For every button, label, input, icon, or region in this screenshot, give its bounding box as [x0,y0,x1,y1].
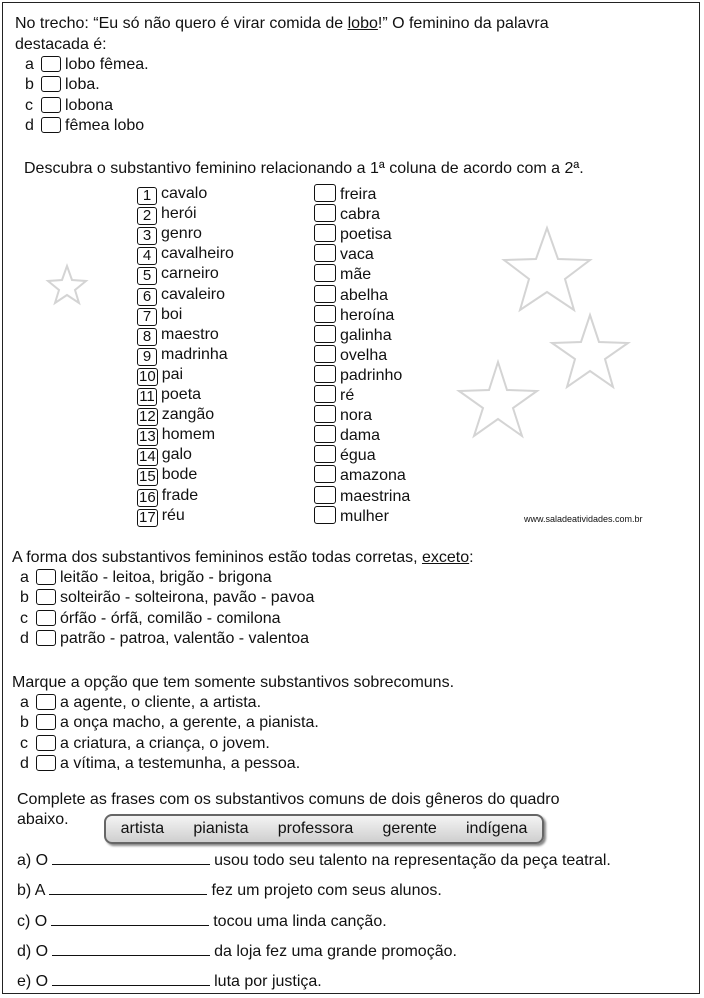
option-text: patrão - patroa, valentão - valentoa [60,629,310,647]
left-word: carneiro [161,265,219,283]
answer-checkbox[interactable] [36,714,56,730]
right-column-item [314,244,374,265]
left-word: galo [161,446,192,464]
option-letter: c [25,96,33,114]
number-box: 14 [139,448,156,466]
right-word: égua [340,447,376,465]
right-column-item [314,425,380,446]
left-column-item [137,325,219,346]
q3-title: A forma dos substantivos femininos estão todas corretas, exceto: [12,549,474,566]
right-word: freira [340,186,377,203]
sentence-item [17,971,322,992]
right-word: cabra [340,206,381,224]
word-box-item: professora [277,820,354,837]
answer-blank[interactable] [52,971,210,986]
answer-checkbox[interactable] [36,755,56,771]
right-column-item [314,506,389,527]
word-box-item: gerente [382,820,437,837]
left-word: frade [161,486,199,504]
left-word: cavalheiro [161,245,234,263]
left-column-item [137,305,182,326]
right-column-item [314,204,380,225]
star-icon [504,228,590,310]
left-word: bode [161,466,198,484]
sentence-label: c) O [17,913,48,930]
number-box: 16 [139,488,156,506]
left-word: madrinha [161,345,228,363]
site-watermark: www.saladeatividades.com.br [524,514,643,524]
number-box: 5 [137,267,157,285]
option-item [25,116,144,136]
number-box: 7 [137,308,157,326]
right-word: dama [340,427,381,445]
answer-checkbox[interactable] [36,589,56,605]
star-icon [48,266,86,303]
right-column-item [314,445,376,466]
answer-checkbox[interactable] [41,56,61,72]
number-box: 10 [139,367,156,385]
word-box [104,814,544,844]
option-text: a vítima, a testemunha, a pessoa. [60,754,301,772]
right-word: heroína [340,306,395,324]
right-word: galinha [340,326,392,344]
q3-highlight-word: exceto [421,549,470,566]
star-icon [459,362,537,436]
option-text: a agente, o cliente, a artista. [60,694,262,711]
number-box: 4 [137,247,157,265]
number-box: 17 [139,508,156,526]
sentence-label: e) O [17,973,49,990]
sentence-item [17,941,457,962]
answer-number-box[interactable] [314,305,336,323]
answer-number-box[interactable] [314,445,336,463]
sentence-text: fez um projeto com seus alunos. [211,882,442,899]
answer-blank[interactable] [52,941,210,956]
option-item [20,568,272,588]
option-text: leitão - leitoa, brigão - brigona [60,569,272,586]
answer-checkbox[interactable] [36,630,56,646]
sentence-label: b) A [17,882,46,899]
right-column-item [314,184,376,205]
right-column-item [314,305,394,326]
left-word: homem [161,426,216,444]
sentence-item [17,911,387,932]
answer-number-box[interactable] [314,506,336,524]
answer-blank[interactable] [51,911,209,926]
sentence-label: a) O [17,852,49,869]
option-letter: d [20,629,29,647]
left-column-item [137,184,207,205]
option-item [20,609,281,629]
answer-number-box[interactable] [314,465,336,483]
left-word: genro [161,225,202,243]
left-column-item [137,285,225,306]
option-letter: c [20,734,28,752]
right-word: mãe [340,266,372,284]
answer-checkbox[interactable] [36,610,56,626]
option-letter: b [20,589,29,607]
option-text: lobo fêmea. [65,56,149,73]
answer-number-box[interactable] [314,385,336,403]
option-item [25,75,100,95]
sentence-text: da loja fez uma grande promoção. [214,943,457,960]
answer-checkbox[interactable] [41,76,61,92]
answer-number-box[interactable] [314,285,336,303]
answer-checkbox[interactable] [36,694,56,710]
right-column-item [314,465,406,486]
right-word: poetisa [340,226,392,244]
option-item [20,713,319,733]
answer-number-box[interactable] [314,345,336,363]
right-column-item [314,285,388,306]
right-word: maestrina [340,487,411,505]
option-letter: a [20,569,29,586]
option-text: órfão - órfã, comilão - comilona [60,609,281,627]
option-text: loba. [65,76,100,94]
option-text: a onça macho, a gerente, a pianista. [60,714,319,732]
q1-title: No trecho: “Eu só não quero é virar comida de lobo!” O feminino da palavra [15,15,549,32]
q2-title: Descubra o substantivo feminino relacionando a 1ª coluna de acordo com a 2ª. [24,160,584,177]
sentence-item [17,880,442,901]
option-text: a criatura, a criança, o jovem. [60,734,270,752]
sentence-text: tocou uma linda canção. [213,913,387,930]
option-item [20,734,270,754]
answer-blank[interactable] [49,880,207,895]
answer-number-box[interactable] [314,365,336,383]
option-text: fêmea lobo [65,116,145,134]
number-box: 11 [137,388,157,406]
q5-title-line2: abaixo. [17,811,69,828]
option-letter: a [20,694,29,711]
right-word: amazona [340,467,406,485]
option-letter: d [25,116,34,134]
option-letter: d [20,754,29,772]
sentence-label: d) O [17,943,49,960]
left-column-item [137,385,201,406]
q1-highlight-word: lobo [347,15,378,32]
q5-title: Complete as frases com os substantivos comuns de dois gêneros do quadro [17,791,560,808]
left-column-item [137,365,183,386]
option-letter: b [25,76,34,94]
option-item [25,55,149,75]
left-word: maestro [161,325,219,343]
left-word: herói [161,205,197,223]
option-letter: b [20,714,29,732]
option-item [20,629,309,649]
word-box-item: artista [120,820,165,837]
left-word: zangão [161,406,215,424]
option-item [25,96,113,116]
left-column-item [137,506,185,527]
sentence-item [17,850,611,871]
answer-number-box[interactable] [314,425,336,443]
left-word: poeta [161,386,202,403]
answer-checkbox[interactable] [41,97,61,113]
left-column-item [137,425,215,446]
right-word: mulher [340,507,389,525]
left-word: cavaleiro [161,285,226,303]
left-column-item [137,465,197,486]
star-icon [552,315,628,387]
left-column-item [137,204,197,225]
right-word: padrinho [340,366,403,384]
number-box: 9 [137,348,157,366]
right-column-item [314,264,371,285]
answer-blank[interactable] [52,850,210,865]
sentence-text: usou todo seu talento na representação da peça teatral. [214,852,611,869]
number-box: 3 [137,227,157,245]
q4-title: Marque a opção que tem somente substantivos sobrecomuns. [12,674,455,691]
left-column-item [137,486,198,507]
left-column-item [137,405,214,426]
right-column-item [314,405,372,426]
left-word: réu [161,506,185,524]
answer-checkbox[interactable] [41,117,61,133]
right-column-item [314,385,354,406]
option-text: lobona [65,96,114,114]
number-box: 6 [137,288,157,306]
left-column-item [137,224,202,245]
option-item [20,693,261,713]
answer-number-box[interactable] [314,264,336,282]
number-box: 1 [137,187,157,205]
right-word: abelha [340,286,389,304]
left-word: cavalo [161,185,208,202]
right-word: ré [340,387,355,404]
q1-title-line2: destacada é: [15,36,107,53]
option-letter: a [25,56,34,73]
option-item [20,754,300,774]
right-column-item [314,486,410,507]
answer-number-box[interactable] [314,184,336,202]
right-word: ovelha [340,346,388,364]
number-box: 12 [139,408,156,426]
left-column-item [137,445,192,466]
left-column-item [137,345,228,366]
number-box: 13 [139,428,156,446]
answer-number-box[interactable] [314,405,336,423]
answer-number-box[interactable] [314,325,336,343]
answer-number-box[interactable] [314,224,336,242]
option-letter: c [20,609,28,627]
answer-checkbox[interactable] [36,569,56,585]
right-word: vaca [340,246,374,264]
answer-checkbox[interactable] [36,735,56,751]
right-word: nora [340,407,373,425]
answer-number-box[interactable] [314,244,336,262]
right-column-item [314,365,402,386]
left-column-item [137,244,234,265]
number-box: 2 [137,207,157,225]
number-box: 15 [139,468,156,486]
right-column-item [314,345,387,366]
sentence-text: luta por justiça. [214,973,322,990]
right-column-item [314,325,392,346]
option-text: solteirão - solteirona, pavão - pavoa [60,589,315,607]
option-item [20,588,314,608]
number-box: 8 [137,328,157,346]
left-word: pai [161,365,184,383]
answer-number-box[interactable] [314,204,336,222]
word-box-item: pianista [193,820,249,837]
word-box-item: indígena [466,820,528,837]
left-word: boi [161,305,183,323]
left-column-item [137,264,219,285]
right-column-item [314,224,392,245]
answer-number-box[interactable] [314,486,336,504]
